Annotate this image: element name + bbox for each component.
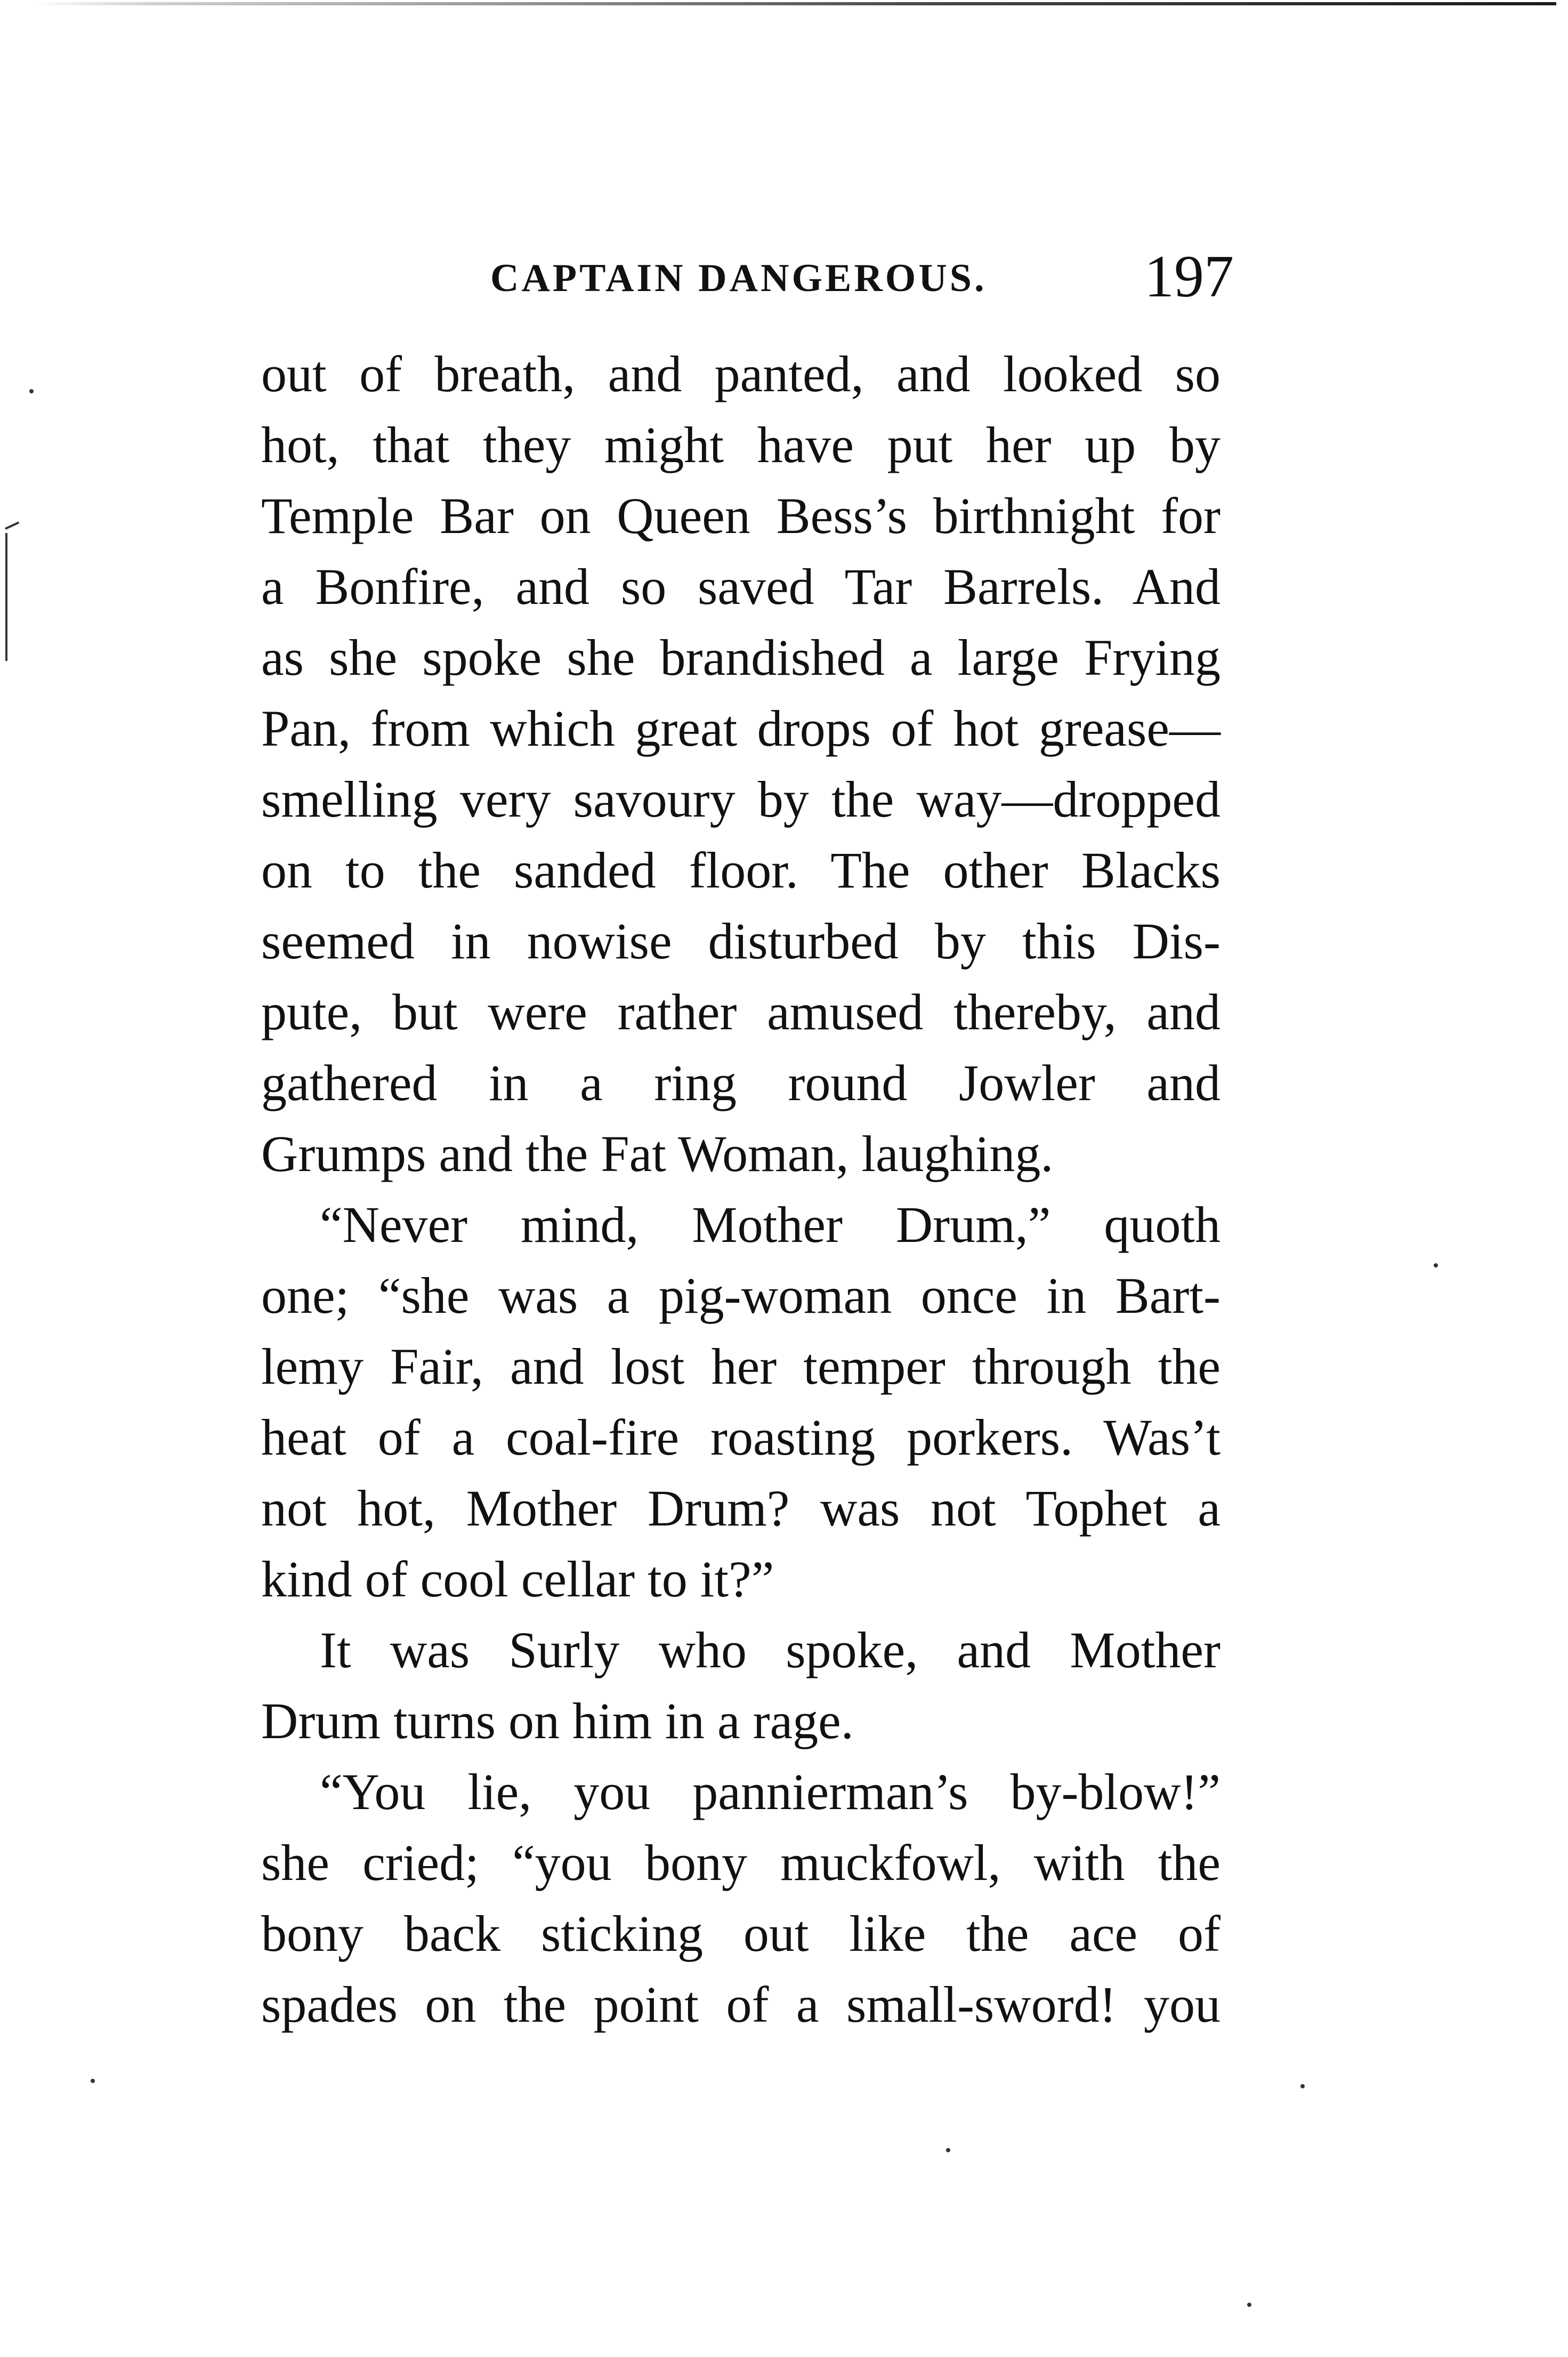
- text-line: bony back sticking out like the ace of: [261, 1905, 1221, 1962]
- text-line: as she spoke she brandished a large Frying: [261, 629, 1221, 686]
- text-line: a Bonfire, and so saved Tar Barrels. And: [261, 558, 1221, 615]
- text-line: she cried; “you bony muckfowl, with the: [261, 1834, 1221, 1891]
- text-line: “Never mind, Mother Drum,” quoth: [320, 1196, 1221, 1253]
- text-line: spades on the point of a small-sword! you: [261, 1976, 1221, 2033]
- text-line: heat of a coal-fire roasting porkers. Was’t: [261, 1409, 1221, 1466]
- running-title: CAPTAIN DANGEROUS.: [490, 256, 987, 300]
- text-line: on to the sanded floor. The other Blacks: [261, 842, 1221, 899]
- text-line: lemy Fair, and lost her temper through the: [261, 1338, 1221, 1395]
- paper-speck: [1434, 1263, 1438, 1268]
- text-line: out of breath, and panted, and looked so: [261, 345, 1221, 402]
- text-line: Grumps and the Fat Woman, laughing.: [261, 1125, 1054, 1182]
- text-line: It was Surly who spoke, and Mother: [320, 1621, 1221, 1678]
- text-line: not hot, Mother Drum? was not Tophet a: [261, 1480, 1221, 1537]
- text-line: hot, that they might have put her up by: [261, 416, 1221, 473]
- paper-speck: [946, 2148, 950, 2152]
- text-line: gathered in a ring round Jowler and: [261, 1054, 1221, 1111]
- margin-mark: [5, 533, 7, 661]
- text-line: pute, but were rather amused thereby, and: [261, 983, 1221, 1040]
- text-line: Drum turns on him in a rage.: [261, 1692, 854, 1749]
- paper-speck: [29, 389, 34, 393]
- paper-speck: [91, 2079, 95, 2083]
- top-edge-rule: [32, 2, 1556, 5]
- text-line: seemed in nowise disturbed by this Dis-: [261, 913, 1221, 970]
- text-line: Pan, from which great drops of hot grease—: [261, 700, 1221, 757]
- text-line: one; “she was a pig-woman once in Bart-: [261, 1267, 1221, 1324]
- text-line: “You lie, you pannierman’s by-blow!”: [320, 1763, 1221, 1820]
- page-number: 197: [1144, 244, 1234, 310]
- paper-speck: [1247, 2303, 1251, 2307]
- text-line: Temple Bar on Queen Bess’s birthnight for: [261, 487, 1221, 544]
- page-header: [490, 243, 1234, 310]
- text-line: smelling very savoury by the way—dropped: [261, 771, 1221, 828]
- body-text: [261, 338, 1221, 2040]
- text-line: kind of cool cellar to it?”: [261, 1551, 774, 1608]
- paper-speck: [1300, 2084, 1305, 2088]
